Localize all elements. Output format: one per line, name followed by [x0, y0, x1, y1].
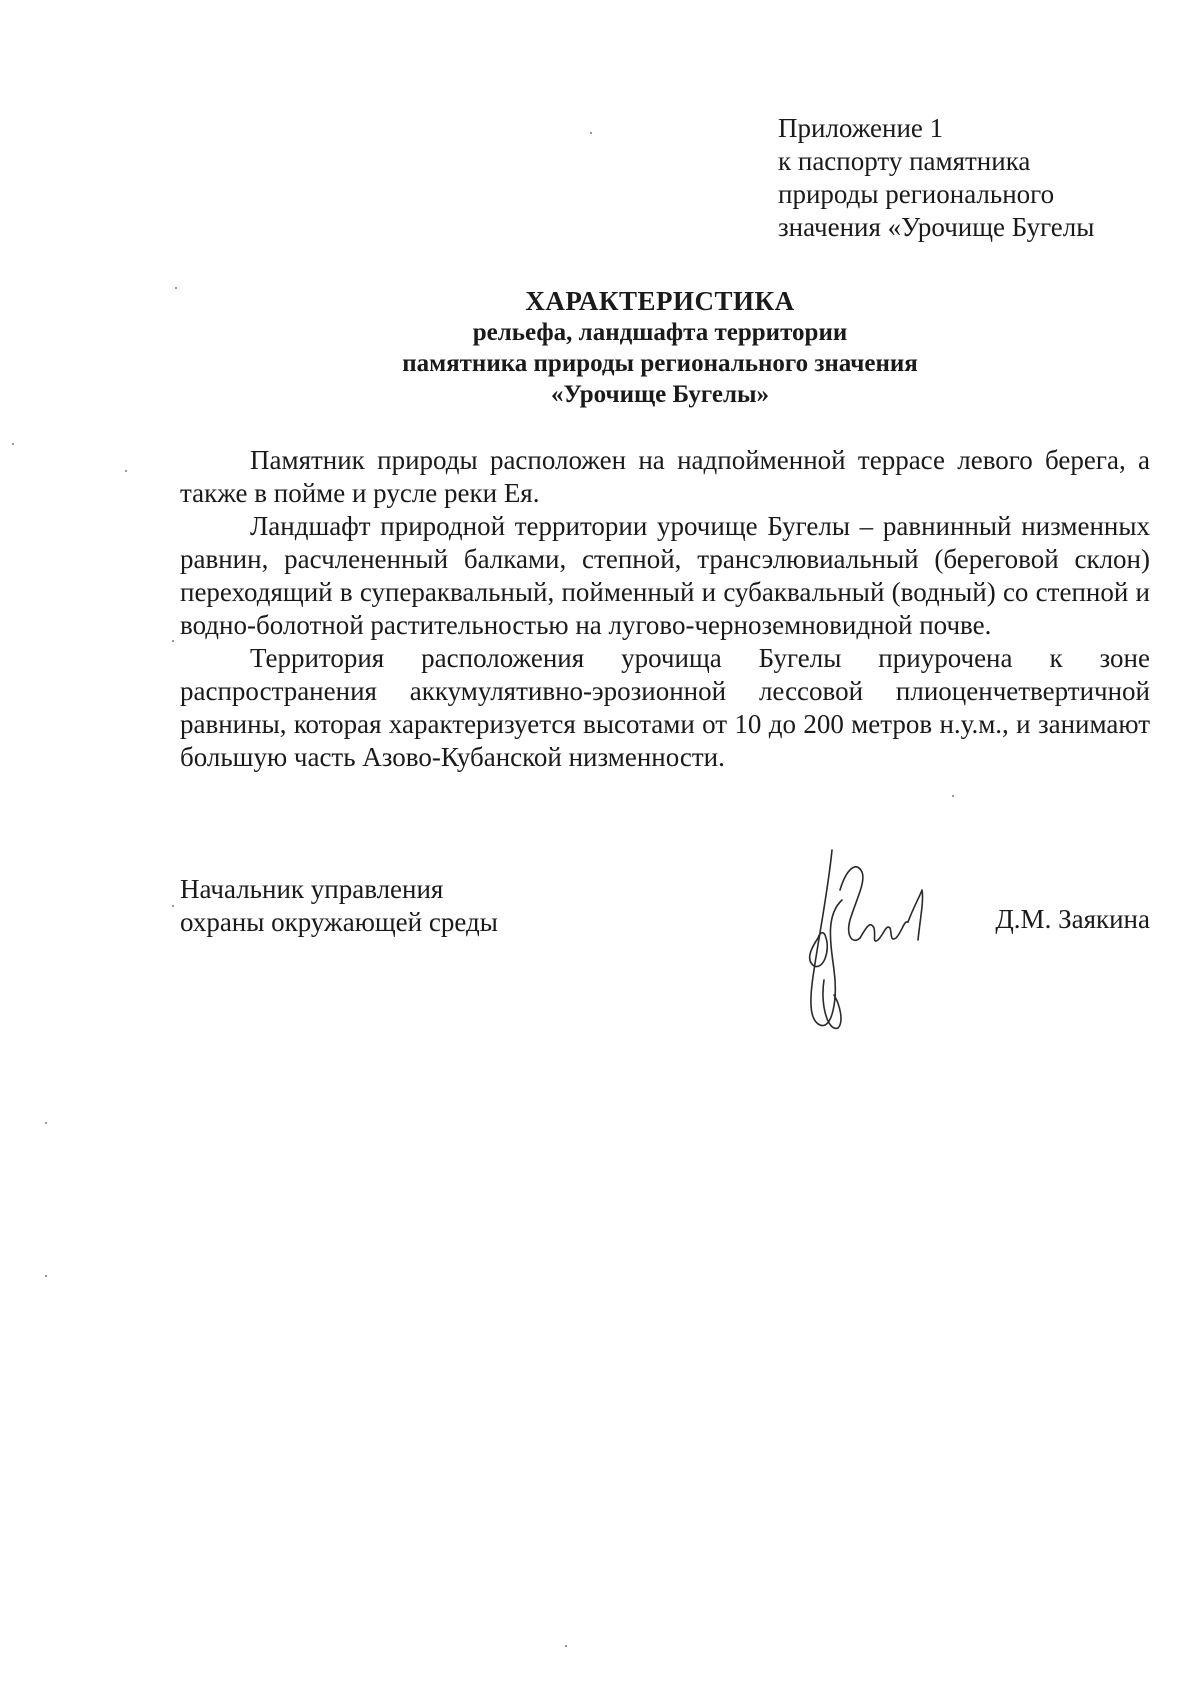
document-heading — [180, 285, 1140, 410]
document-body — [180, 444, 1150, 774]
signer-position-line: охраны окружающей среды — [180, 907, 498, 937]
document-subtitle-line: памятника природы регионального значения — [402, 350, 918, 377]
document-title: ХАРАКТЕРИСТИКА — [525, 286, 795, 316]
appendix-line: к паспорту памятника — [778, 146, 1031, 176]
signer-position-line: Начальник управления — [180, 874, 444, 904]
handwritten-signature — [780, 820, 940, 1040]
document-subtitle-line: рельефа, ландшафта территории — [472, 319, 848, 346]
appendix-line: природы регионального — [778, 179, 1055, 209]
body-paragraph: Территория расположения урочища Бугелы приурочена к зоне распространения аккумулятивно-эрозионной лессовой плиоценчетвертичной равнины, которая характеризуется высотами от 10 до 200 метров н.у.м., и занимают большую часть Азово-Кубанской низменности. — [180, 643, 1150, 772]
document-subtitle-line: «Урочище Бугелы» — [550, 381, 770, 408]
appendix-line: значения «Урочище Бугелы — [778, 212, 1095, 242]
body-paragraph: Ландшафт природной территории урочище Бугелы – равнинный низменных равнин, расчлененный балками, степной, трансэлювиальный (береговой склон) переходящий в супераквальный, пойменный и субаквальный (водный) со степной и водно-болотной растительностью на лугово-черноземновидной почве. — [180, 511, 1150, 640]
body-paragraph: Памятник природы расположен на надпойменной террасе левого берега, а также в пойме и русле реки Ея. — [180, 445, 1150, 508]
signature-block — [180, 873, 1150, 939]
signer-name: Д.М. Заякина — [995, 904, 1150, 934]
appendix-line: Приложение 1 — [778, 113, 944, 143]
appendix-reference — [778, 112, 1178, 244]
